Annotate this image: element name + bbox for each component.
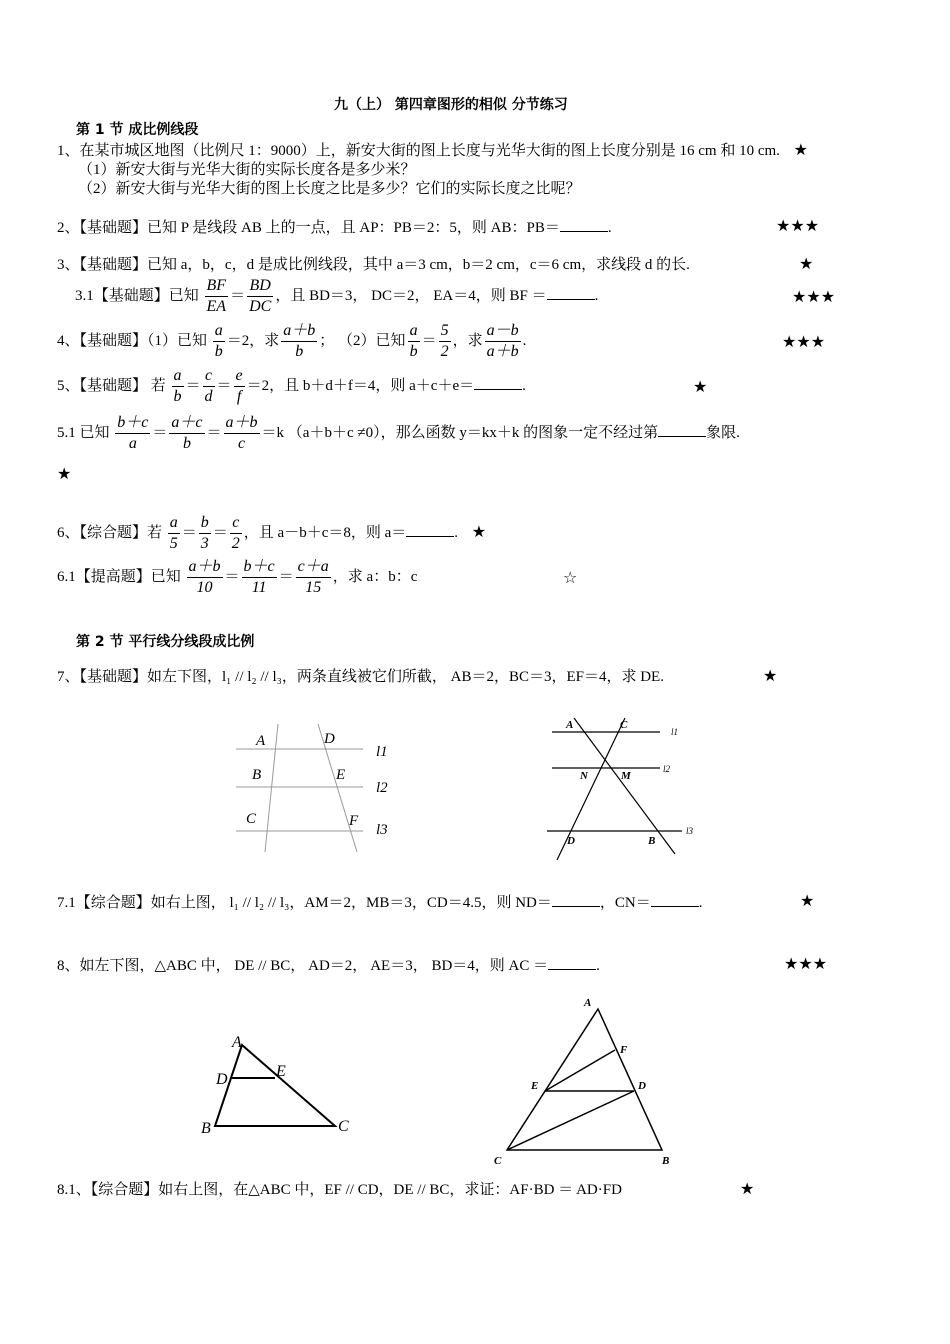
- label-C: C: [338, 1118, 349, 1135]
- question-5-1-text: ＝k （a＋b＋c ≠0），那么函数 y＝kx＋k 的图象一定不经过第: [261, 424, 659, 441]
- page-title: 九（上） 第四章图形的相似 分节练习: [334, 97, 568, 113]
- label-D: D: [324, 731, 335, 747]
- fraction: $\frac{a+c}{b}$: [171, 414, 203, 452]
- figure-8-left: [195, 1032, 360, 1137]
- question-4-prefix: 4、【基础题】（1）已知: [57, 332, 208, 349]
- question-7: 7、【基础题】如左下图，l₁ // l₂ // l₃，两条直线被它们所截， AB＝2，BC＝3，EF＝4，求 DE.: [57, 669, 664, 685]
- fraction: $\frac{a}{b}$: [214, 322, 223, 360]
- question-5-text: ＝2，且 b＋d＋f＝4，则 a＋c＋e＝: [246, 377, 475, 394]
- question-8: 8、如左下图，△ABC 中， DE // BC， AD＝2， AE＝3， BD＝4，则 AC ＝ .: [57, 955, 600, 976]
- answer-blank[interactable]: [651, 892, 699, 907]
- question-7-1-text: 7.1【综合题】如右上图， l₁ // l₂ // l₃，AM＝2，MB＝3，CD＝4.5，则 ND＝: [57, 895, 552, 911]
- section-1-heading: 第 1 节 成比例线段: [76, 122, 199, 138]
- question-3-1: 3.1【基础题】已知 $\frac{BF}{EA}$ ＝ $\frac{BD}{DC}$ ，且 BD＝3， DC＝2， EA＝4，则 BF ＝ .: [75, 277, 599, 315]
- triangle-ABC: [215, 1045, 335, 1126]
- answer-blank[interactable]: [474, 375, 522, 390]
- fraction: $\frac{5}{2}$: [440, 322, 449, 360]
- fraction: $\frac{a+b}{10}$: [188, 558, 221, 596]
- question-2-end: .: [607, 220, 612, 236]
- answer-blank[interactable]: [406, 522, 454, 537]
- question-5: 5、【基础题】 若 $\frac{a}{b}$ ＝ $\frac{c}{d}$ ＝ $\frac{e}{f}$ ＝2，且 b＋d＋f＝4，则 a＋c＋e＝ .: [57, 367, 526, 405]
- question-8-text: 8、如左下图，△ABC 中， DE // BC， AD＝2， AE＝3， BD＝4，则 AC ＝: [57, 958, 549, 974]
- fraction: $\frac{b+c}{11}$: [243, 558, 275, 596]
- answer-blank[interactable]: [560, 217, 608, 232]
- fraction: $\frac{a}{5}$: [169, 514, 178, 552]
- section-2-heading: 第 2 节 平行线分线段成比例: [76, 634, 255, 650]
- question-1-part-2: （2）新安大街与光华大街的图上长度之比是多少？它们的实际长度之比呢？: [78, 181, 581, 197]
- question-5-1-prefix: 5.1 已知: [57, 424, 110, 441]
- label-l1: l1: [671, 727, 679, 737]
- question-3-1-prefix: 3.1【基础题】已知: [75, 287, 199, 304]
- label-B: B: [201, 1120, 211, 1137]
- question-7-1: 7.1【综合题】如右上图， l₁ // l₂ // l₃，AM＝2，MB＝3，CD＝4.5，则 ND＝ ，CN＝ .: [57, 892, 702, 913]
- fraction: $\frac{BD}{DC}$: [249, 277, 272, 315]
- difficulty-star-icon: ★★★: [776, 216, 820, 235]
- label-F: F: [620, 1044, 628, 1056]
- difficulty-star-icon: ★★★: [784, 954, 828, 973]
- question-6-prefix: 6、【综合题】若: [57, 524, 163, 541]
- question-5-prefix: 5、【基础题】 若: [57, 377, 166, 394]
- fraction: $\frac{c+a}{15}$: [297, 558, 329, 596]
- label-N: N: [580, 770, 588, 782]
- fraction: $\frac{BF}{EA}$: [206, 277, 227, 315]
- label-C: C: [246, 811, 257, 827]
- label-l3: l3: [376, 822, 388, 838]
- fraction: $\frac{e}{f}$: [235, 367, 243, 405]
- figure-8-right: [490, 993, 680, 1173]
- fraction: $\frac{a+b}{b}$: [283, 322, 316, 360]
- label-A: A: [232, 1034, 242, 1051]
- question-6-text: ，且 a－b＋c＝8，则 a＝: [243, 524, 407, 541]
- figure-7-left: [230, 722, 405, 857]
- difficulty-star-icon: ★: [800, 891, 815, 910]
- question-1-text: 1、在某市城区地图（比例尺 1：9000）上，新安大街的图上长度与光华大街的图上长度分别是 16 cm 和 10 cm.: [57, 143, 780, 159]
- difficulty-star-icon: ★: [763, 666, 778, 685]
- question-2-text: 2、【基础题】已知 P 是线段 AB 上的一点，且 AP：PB＝2：5，则 AB：PB＝: [57, 220, 560, 236]
- difficulty-star-icon: ★★★: [792, 287, 836, 306]
- label-l3: l3: [686, 826, 694, 836]
- difficulty-star-icon: ★: [471, 521, 487, 541]
- label-E: E: [531, 1080, 539, 1092]
- difficulty-star-icon: ★: [799, 254, 814, 273]
- fraction: $\frac{a+b}{c}$: [225, 414, 258, 452]
- fraction: $\frac{a}{b}$: [173, 367, 182, 405]
- fraction: $\frac{a}{b}$: [409, 322, 418, 360]
- label-l1: l1: [376, 744, 388, 760]
- label-B: B: [662, 1155, 670, 1167]
- label-D: D: [216, 1071, 228, 1088]
- transversal-AB: [574, 718, 675, 854]
- question-5-1: 5.1 已知 $\frac{b+c}{a}$ ＝ $\frac{a+c}{b}$ ＝ $\frac{a+b}{c}$ ＝k （a＋b＋c ≠0），那么函数 y＝kx＋k 的图象一定不经过第 象限.: [57, 414, 740, 452]
- question-8-1: 8.1、【综合题】如右上图，在△ABC 中，EF // CD，DE // BC，求证：AF·BD ＝ AD·FD: [57, 1182, 622, 1198]
- question-6-1-prefix: 6.1【提高题】已知: [57, 568, 181, 585]
- difficulty-star-icon: ★★★: [782, 332, 826, 351]
- label-D: D: [638, 1080, 646, 1092]
- question-6-1: 6.1【提高题】已知 $\frac{a+b}{10}$ ＝ $\frac{b+c}{11}$ ＝ $\frac{c+a}{15}$ ，求 a：b：c: [57, 558, 418, 596]
- fraction: $\frac{b}{3}$: [200, 514, 209, 552]
- label-C: C: [494, 1155, 502, 1167]
- question-3: 3、【基础题】已知 a，b，c，d 是成比例线段，其中 a＝3 cm，b＝2 cm，c＝6 cm，求线段 d 的长.: [57, 257, 690, 273]
- label-F: F: [349, 813, 359, 829]
- figure-7-right: [540, 710, 715, 862]
- segment-EF: [545, 1050, 615, 1091]
- label-D: D: [567, 835, 575, 847]
- answer-blank[interactable]: [547, 285, 595, 300]
- question-1: [57, 140, 808, 161]
- label-E: E: [336, 767, 346, 783]
- question-1-part-1: （1）新安大街与光华大街的实际长度各是多少米？: [78, 162, 416, 178]
- question-3-1-text: ，且 BD＝3， DC＝2， EA＝4，则 BF ＝: [275, 287, 547, 304]
- label-A: A: [256, 733, 266, 749]
- answer-blank[interactable]: [552, 892, 600, 907]
- question-6: 6、【综合题】若 $\frac{a}{5}$ ＝ $\frac{b}{3}$ ＝ $\frac{c}{2}$ ，且 a－b＋c＝8，则 a＝ . ★: [57, 514, 487, 552]
- answer-blank[interactable]: [548, 955, 596, 970]
- difficulty-star-icon: ★: [740, 1179, 755, 1198]
- question-4: 4、【基础题】（1）已知 $\frac{a}{b}$ ＝2，求 $\frac{a+b}{b}$ ； （2）已知 $\frac{a}{b}$ ＝ $\frac{5}{2}$ ，求 $\frac{a-b}{a+b}$ .: [57, 322, 527, 360]
- difficulty-star-icon: ★: [693, 377, 708, 396]
- label-B: B: [252, 767, 262, 783]
- question-6-1-text: ，求 a：b：c: [332, 568, 418, 585]
- fraction: $\frac{c}{d}$: [204, 367, 213, 405]
- question-2: [57, 217, 612, 238]
- answer-blank[interactable]: [658, 422, 706, 437]
- fraction: $\frac{b+c}{a}$: [117, 414, 149, 452]
- label-A: A: [566, 719, 574, 731]
- fraction: $\frac{a-b}{a+b}$: [486, 322, 519, 360]
- label-C: C: [620, 719, 628, 731]
- hollow-star-icon: ☆: [563, 568, 578, 587]
- label-l2: l2: [663, 764, 671, 774]
- label-A: A: [584, 997, 592, 1009]
- transversal-left: [265, 724, 278, 852]
- label-E: E: [276, 1063, 286, 1080]
- label-l2: l2: [376, 780, 388, 796]
- label-M: M: [621, 770, 631, 782]
- difficulty-star-icon: ★: [793, 140, 808, 159]
- fraction: $\frac{c}{2}$: [231, 514, 240, 552]
- label-B: B: [648, 835, 656, 847]
- difficulty-star-icon: ★: [57, 464, 72, 483]
